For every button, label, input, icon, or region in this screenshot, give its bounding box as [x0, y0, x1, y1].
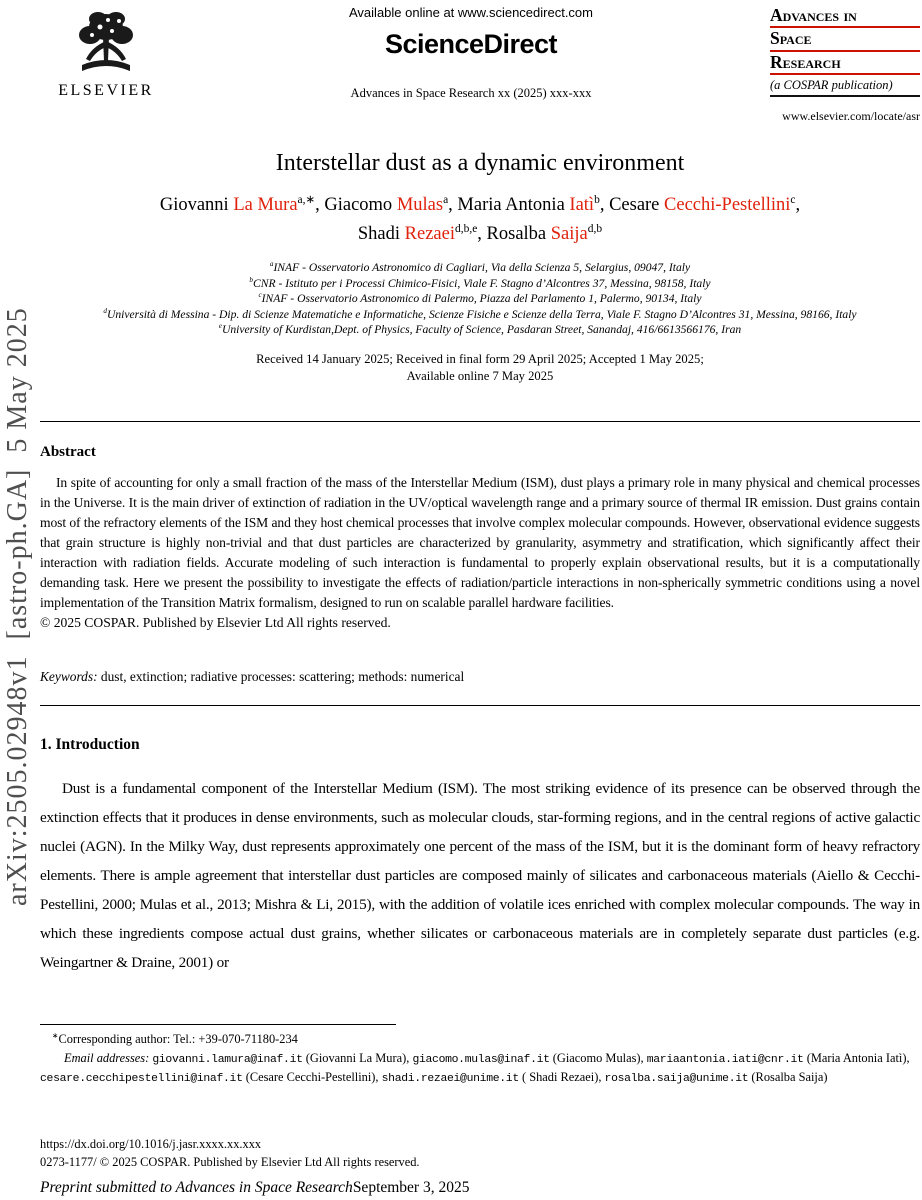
- author-separator: ,: [315, 195, 325, 216]
- affiliation-marker: a: [269, 260, 274, 269]
- affiliation-list: [40, 260, 920, 337]
- author-given-name: Giovanni: [159, 195, 234, 216]
- email-owner: ( Shadi Rezaei),: [518, 1069, 605, 1084]
- author-affil-marker: a,∗: [297, 193, 316, 206]
- affiliation-marker: e: [218, 322, 222, 331]
- abstract-copyright: © 2025 COSPAR. Published by Elsevier Ltd All rights reserved.: [40, 614, 391, 630]
- asr-logo: [770, 5, 920, 97]
- author-separator: ,: [477, 223, 487, 244]
- author-affil-marker: c: [790, 193, 796, 206]
- author-affil-marker: a: [443, 193, 449, 206]
- affiliation-marker: d: [103, 306, 107, 315]
- preprint-footer: [40, 1179, 920, 1197]
- email-addresses-label: Email addresses:: [64, 1050, 153, 1065]
- preprint-note: Preprint submitted to Advances in Space Research: [40, 1179, 353, 1196]
- author-surname-link[interactable]: Cecchi-Pestellini: [664, 195, 791, 216]
- author-given-name: Giacomo: [324, 195, 397, 216]
- author-separator: ,: [448, 195, 458, 216]
- email-address[interactable]: giacomo.mulas@inaf.it: [412, 1053, 550, 1066]
- available-online-date: Available online 7 May 2025: [406, 368, 554, 383]
- abstract-text: In spite of accounting for only a small fraction of the mass of the Interstellar Medium (ISM), dust plays a primary role in many physical and chemical processes in the Universe. It is the main driver of extinction of radiation in the UV/optical wavelength range and a primary source of thermal IR emission. Dust grains contain most of the refractory elements of the ISM and they host chemical processes that involve complex molecular compounds. However, observational evidence suggests that grain structure is highly non-trivial and that dust particles are characterized by granularity, asymmetry and stratification, which significantly affect their interaction with radiation fields. Accurate modeling of such interaction is fundamental to properly explain observational results, but it is a computationally demanding task. Here we present the possibility to investigate the effects of radiation/particle interactions in non-spherically symmetric conditions using a novel implementation of the Transition Matrix formalism, designed to run on scalable parallel hardware facilities.: [40, 474, 920, 610]
- author-separator: ,: [795, 195, 801, 216]
- elsevier-tree-icon: [62, 7, 150, 79]
- affiliation-text: Università di Messina - Dip. di Scienze Matematiche e Informatiche, Scienze Fisiche e Scienze della Terra, Viale F. Stagno D’Alcontres 31, Messina, 98166, Italy: [107, 307, 857, 321]
- email-owner: (Cesare Cecchi-Pestellini),: [242, 1069, 382, 1084]
- abstract-heading: Abstract: [40, 443, 96, 460]
- corresponding-author-note: [40, 1031, 920, 1049]
- email-addresses-note: [40, 1050, 920, 1087]
- page-title: Interstellar dust as a dynamic environment: [275, 150, 685, 177]
- affiliation-marker: b: [249, 276, 253, 285]
- keywords-label: Keywords:: [40, 668, 98, 684]
- article-identifiers: [40, 1136, 920, 1172]
- author-given-name: Shadi: [357, 223, 405, 244]
- footer-date: September 3, 2025: [352, 1179, 470, 1196]
- corresponding-author-text: Corresponding author: Tel.: +39-070-71180-234: [58, 1032, 298, 1046]
- author: [324, 195, 457, 215]
- received-dates: Received 14 January 2025; Received in final form 29 April 2025; Accepted 1 May 2025;: [256, 351, 704, 366]
- author-surname-link[interactable]: Iatì: [569, 195, 595, 216]
- email-owner: (Rosalba Saija): [748, 1069, 828, 1084]
- keywords-text: dust, extinction; radiative processes: scattering; methods: numerical: [97, 668, 465, 684]
- sciencedirect-logo[interactable]: ScienceDirect: [384, 29, 558, 59]
- footnote-block: [40, 1024, 920, 1087]
- section-heading-introduction: 1. Introduction: [40, 735, 140, 753]
- email-address[interactable]: giovanni.lamura@inaf.it: [152, 1053, 303, 1066]
- author: [609, 195, 800, 215]
- author-affil-marker: d,b,e: [454, 222, 478, 235]
- email-address[interactable]: cesare.cecchipestellini@inaf.it: [40, 1072, 243, 1085]
- affiliation-marker: c: [258, 291, 262, 300]
- author-affil-marker: d,b: [587, 222, 603, 235]
- footnote-rule: [40, 1024, 396, 1025]
- journal-header: [40, 0, 920, 124]
- author-separator: ,: [599, 195, 610, 216]
- affiliation-text: University of Kurdistan,Dept. of Physics, Faculty of Science, Pasdaran Street, Sanandaj, 416/6613566176, Iran: [222, 323, 742, 337]
- author: [160, 195, 325, 215]
- author-surname-link[interactable]: La Mura: [233, 195, 298, 216]
- article-dates: [40, 351, 920, 385]
- email-owner: (Giacomo Mulas),: [549, 1050, 647, 1065]
- issn-copyright-line: 0273-1177/ © 2025 COSPAR. Published by Elsevier Ltd All rights reserved.: [40, 1154, 420, 1169]
- asr-logo-line-2: Space: [770, 28, 920, 51]
- author-list: [40, 191, 920, 248]
- asr-logo-subtitle: (a COSPAR publication): [770, 75, 920, 97]
- arxiv-watermark: arXiv:2505.02948v1 [astro-ph.GA] 5 May 2025: [2, 307, 33, 906]
- author: [358, 224, 487, 244]
- affiliation: [40, 276, 920, 291]
- author: [457, 195, 609, 215]
- author-affil-marker: b: [594, 193, 600, 206]
- affiliation-text: INAF - Osservatorio Astronomico di Palermo, Piazza del Parlamento 1, Palermo, 90134, Italy: [261, 292, 702, 306]
- elsevier-wordmark: ELSEVIER: [58, 82, 154, 99]
- journal-logo-block: [770, 5, 920, 124]
- introduction-paragraph: Dust is a fundamental component of the Interstellar Medium (ISM). The most striking evidence of its presence can be observed through the extinction effects that it produces in dense environments, such as molecular clouds, star-forming regions, and in the central regions of active galactic nuclei (AGN). In the Milky Way, dust represents approximately one percent of the mass of the ISM, but it is the dominant form of heavy refractory elements. There is ample agreement that interstellar dust particles are composed mainly of silicates and carbonaceous materials (Aiello & Cecchi-Pestellini, 2000; Mulas et al., 2013; Mishra & Li, 2015), with the addition of volatile ices enriched with complex molecular compounds. The way in which these ingredients compose actual dust grains, whether silicates or carbonaceous materials are in completely separate dust particles (e.g. Weingartner & Draine, 2001) or: [40, 779, 920, 971]
- header-center: [172, 5, 770, 101]
- email-address[interactable]: mariaantonia.iati@cnr.it: [646, 1053, 804, 1066]
- keywords-line: [40, 669, 920, 685]
- keywords-bottom-rule: [40, 705, 920, 706]
- email-owner: (Giovanni La Mura),: [302, 1050, 413, 1065]
- doi-link[interactable]: https://dx.doi.org/10.1016/j.jasr.xxxx.xx.xxx: [40, 1137, 262, 1151]
- email-address[interactable]: rosalba.saija@unime.it: [604, 1072, 749, 1085]
- affiliation-text: CNR - Istituto per i Processi Chimico-Fisici, Viale F. Stagno d’Alcontres 37, Messina, 98158, Italy: [253, 276, 711, 290]
- asr-logo-line-1: Advances in: [770, 5, 920, 28]
- author-given-name: Cesare: [609, 195, 665, 216]
- author-surname-link[interactable]: Mulas: [396, 195, 444, 216]
- author-surname-link[interactable]: Saija: [550, 223, 588, 244]
- asr-logo-line-3: Research: [770, 52, 920, 75]
- affiliation: [40, 291, 920, 306]
- affiliation-text: INAF - Osservatorio Astronomico di Cagliari, Via della Scienza 5, Selargius, 09047, Italy: [273, 261, 691, 275]
- abstract-top-rule: [40, 421, 920, 422]
- email-owner: (Maria Antonia Iatì),: [803, 1050, 910, 1065]
- paper-body: [40, 150, 920, 976]
- footnote-marker: ∗: [52, 1030, 59, 1040]
- author-given-name: Rosalba: [486, 223, 551, 244]
- journal-citation: Advances in Space Research xx (2025) xxx-xxx: [350, 86, 592, 100]
- affiliation: [40, 322, 920, 337]
- journal-url-link[interactable]: www.elsevier.com/locate/asr: [782, 109, 920, 124]
- affiliation: [40, 260, 920, 275]
- elsevier-logo-block: [40, 5, 172, 100]
- affiliation: [40, 307, 920, 322]
- email-address[interactable]: shadi.rezaei@unime.it: [381, 1072, 519, 1085]
- author-given-name: Maria Antonia: [457, 195, 570, 216]
- author-surname-link[interactable]: Rezaei: [404, 223, 455, 244]
- author: [487, 224, 603, 244]
- available-online-text: Available online at www.sciencedirect.com: [349, 5, 593, 20]
